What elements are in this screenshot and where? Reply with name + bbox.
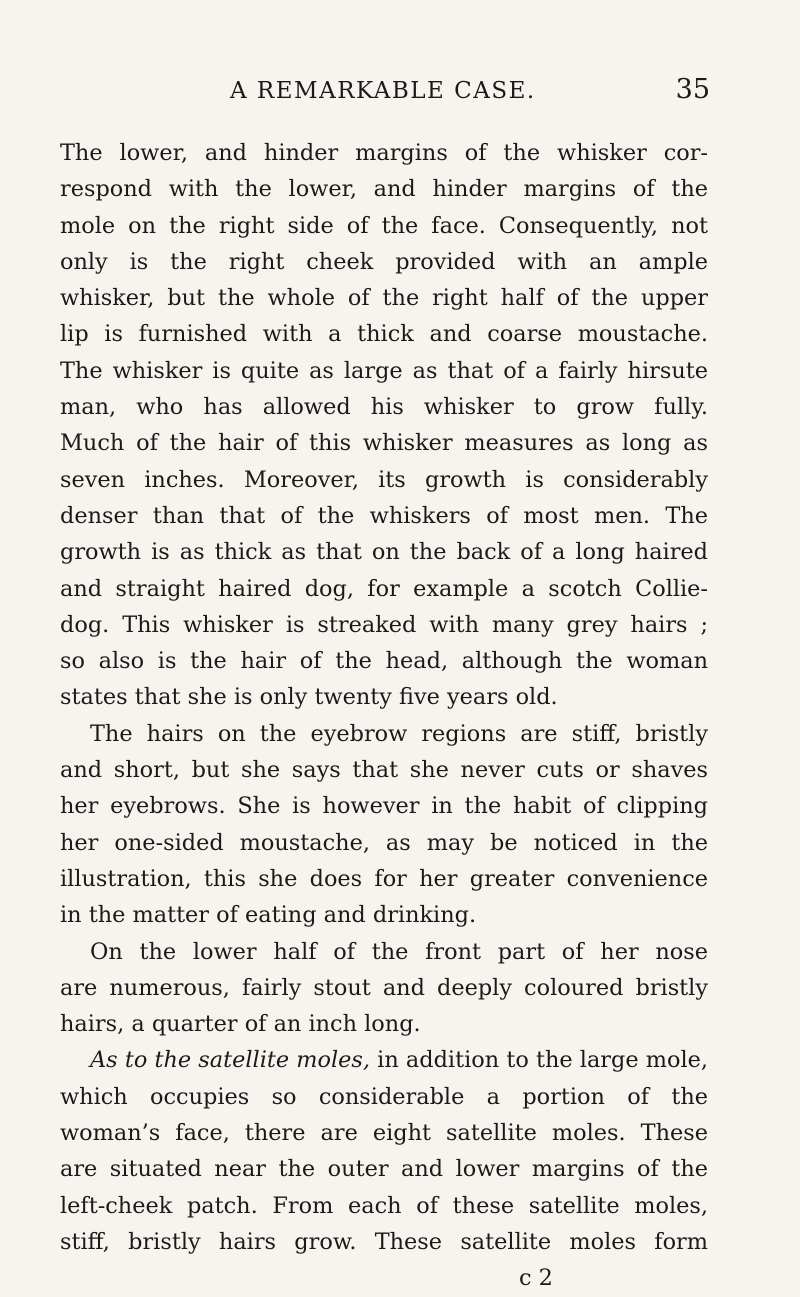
text-line: and straight haired dog, for example a scotch Collie-	[60, 575, 708, 602]
text-line: are numerous, fairly stout and deeply coloured bristly	[60, 974, 708, 1001]
text-line: denser than that of the whiskers of most men. The	[60, 502, 708, 529]
body-text	[60, 135, 708, 1297]
text-line: The lower, and hinder margins of the whisker cor-	[60, 140, 708, 166]
text-line: her one-sided moustache, as may be noticed in the	[60, 829, 708, 856]
text-line: lip is furnished with a thick and coarse moustache.	[60, 321, 708, 348]
text-line: hairs, a quarter of an inch long.	[60, 1011, 421, 1038]
text-line: her eyebrows. She is however in the habit of clipping	[60, 793, 708, 820]
text-line: are situated near the outer and lower margins of the	[60, 1156, 708, 1183]
text-line: which occupies so considerable a portion of the	[60, 1083, 708, 1110]
text-line: states that she is only twenty five years old.	[60, 684, 558, 711]
text-line: only is the right cheek provided with an ample	[60, 248, 708, 275]
text-line: so also is the hair of the head, although the woman	[60, 648, 708, 675]
text-line: stiff, bristly hairs grow. These satellite moles form	[60, 1228, 708, 1255]
text-line: illustration, this she does for her greater convenience	[60, 865, 708, 892]
text-line: growth is as thick as that on the back of a long haired	[60, 539, 708, 566]
text-line: Much of the hair of this whisker measures as long as	[60, 430, 708, 457]
text-line: respond with the lower, and hinder margins of the	[60, 176, 708, 203]
running-head	[60, 74, 710, 112]
text-line	[60, 1042, 708, 1078]
text-line: dog. This whisker is streaked with many grey hairs ;	[60, 611, 708, 638]
text-line: On the lower half of the front part of her nose	[90, 938, 708, 965]
signature-mark: c 2	[519, 1265, 553, 1292]
text-line: mole on the right side of the face. Consequently, not	[60, 212, 708, 239]
text-line: seven inches. Moreover, its growth is considerably	[60, 466, 708, 493]
running-title: A REMARKABLE CASE.	[230, 78, 536, 104]
text-line: The hairs on the eyebrow regions are stiff, bristly	[90, 720, 708, 747]
text-line: and short, but she says that she never cuts or shaves	[60, 757, 708, 784]
text-line: left-cheek patch. From each of these satellite moles,	[60, 1192, 708, 1219]
text-line: in the matter of eating and drinking.	[60, 902, 477, 929]
text-line: woman’s face, there are eight satellite moles. These	[60, 1120, 708, 1147]
text-line: man, who has allowed his whisker to grow fully.	[60, 394, 708, 421]
text-line: whisker, but the whole of the right half of the upper	[60, 285, 708, 312]
italic-run: As to the satellite moles,	[90, 1047, 371, 1074]
text-run: in addition to the large mole,	[370, 1047, 708, 1074]
text-line: The whisker is quite as large as that of a fairly hirsute	[60, 357, 708, 384]
page-number: 35	[675, 74, 710, 105]
